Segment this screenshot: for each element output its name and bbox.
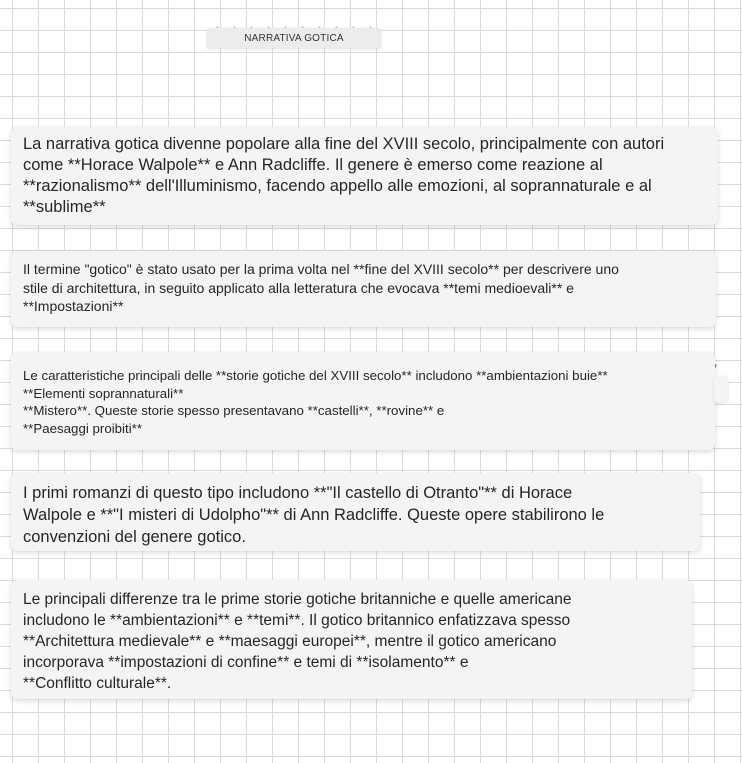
board-title-label: NARRATIVA GOTICA	[244, 32, 344, 44]
board-title[interactable]	[207, 28, 381, 48]
note-card-origins[interactable]: La narrativa gotica divenne popolare alla fine del XVIII secolo, principalmente con autori come **Horace Walpole** e Ann Radcliffe. Il genere è emerso come reazione al **razionalismo** dell'Illuminismo, facendo appello alle emozioni, al soprannaturale e al **sublime**	[11, 127, 718, 225]
note-card-term[interactable]: Il termine "gotico" è stato usato per la prima volta nel **fine del XVIII secolo** per descrivere uno stile di architettura, in seguito applicato alla letteratura che evocava **temi medioevali** e **Impostazioni**	[11, 251, 716, 327]
note-card-characteristics[interactable]: Le caratteristiche principali delle **storie gotiche del XVIII secolo** includono **ambientazioni buie** **Elementi soprannaturali** **Mistero**. Queste storie spesso presentavano **castelli**, **rovine** e **Paesaggi proibiti**	[11, 352, 715, 450]
note-card-first-novels[interactable]: I primi romanzi di questo tipo includono **"Il castello di Otranto"** di Horace Walpole e **"I misteri di Udolpho"** di Ann Radcliffe. Queste opere stabilirono le convenzioni del genere gotico.	[11, 473, 700, 551]
offscreen-note-edge[interactable]	[714, 376, 728, 402]
offscreen-note-mark: ’	[714, 361, 718, 377]
note-card-differences[interactable]: Le principali differenze tra le prime storie gotiche britanniche e quelle americane includono le **ambientazioni** e **temi**. Il gotico britannico enfatizzava spesso **Architettura medievale** e **maesaggi europei**, mentre il gotico americano incorporava **impostazioni di confine** e temi di **isolamento** e **Conflitto culturale**.	[11, 580, 692, 699]
